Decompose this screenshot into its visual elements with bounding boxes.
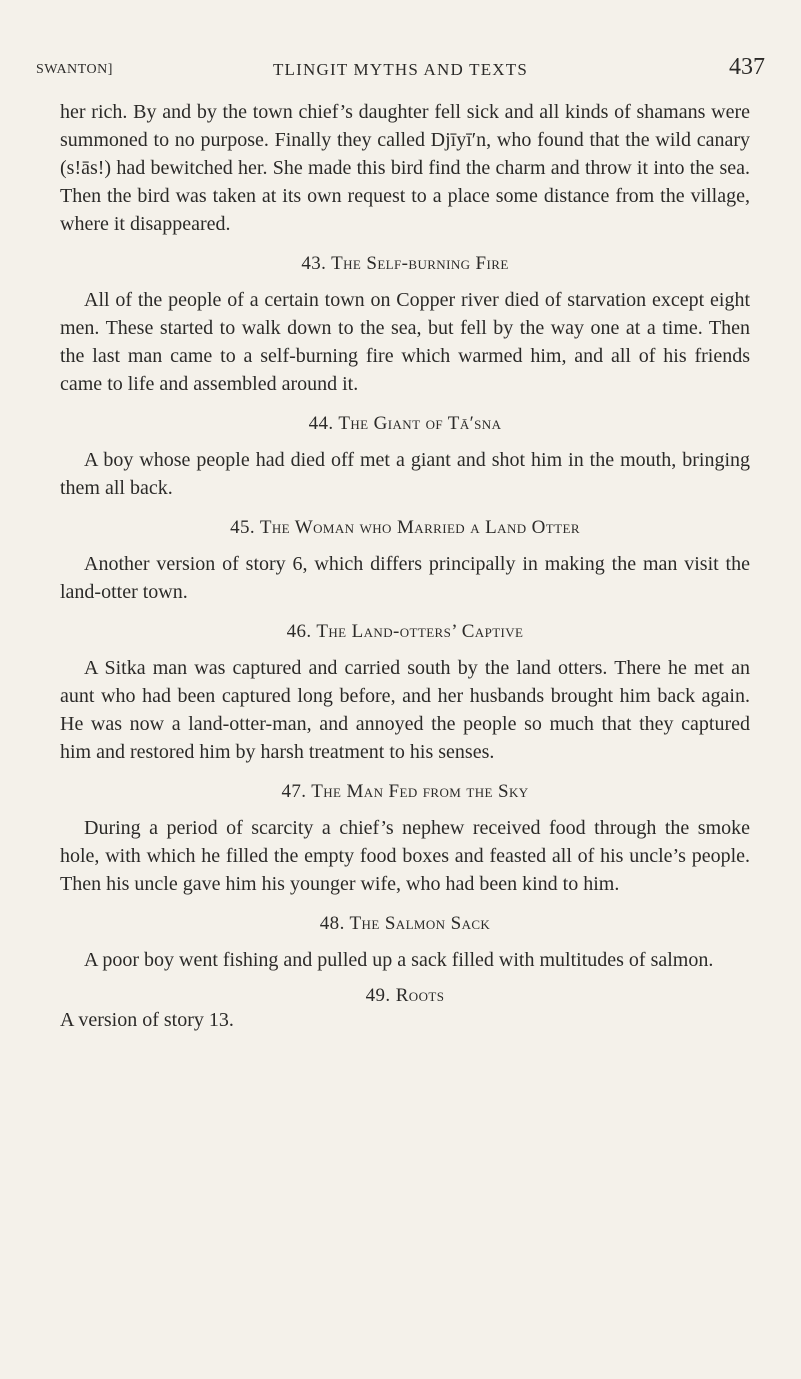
story-summary: Another version of story 6, which differs principally in making the man visit the land-otter town. (60, 553, 750, 603)
story-summary: A poor boy went fishing and pulled up a sack filled with multitudes of salmon. (84, 949, 714, 971)
story-heading: 48. The Salmon Sack (319, 913, 491, 934)
story-summary: A boy whose people had died off met a giant and shot him in the mouth, bringing them all back. (60, 449, 750, 499)
story-45 (60, 514, 750, 606)
story-heading: 43. The Self-burning Fire (301, 253, 509, 274)
page-number: 437 (729, 54, 765, 80)
running-head (36, 56, 765, 86)
story-summary: All of the people of a certain town on Copper river died of starvation except eight men. These started to walk down to the sea, but fell by the way one at a time. Then the last man came to a self-burning fire which warmed him, and all of his friends came to life and assembled around it. (60, 289, 750, 395)
running-head-author: SWANTON] (36, 62, 113, 77)
story-summary: During a period of scarcity a chief’s nephew received food through the smoke hole, with which he filled the empty food boxes and feasted all of his uncle’s people. Then his uncle gave him his younger wife, who had been kind to him. (60, 817, 750, 895)
story-heading: 44. The Giant of Tā′sna (308, 413, 502, 434)
story-heading: 49. Roots (365, 985, 445, 1006)
story-summary: A Sitka man was captured and carried south by the land otters. There he met an aunt who had been captured long before, and her husbands brought him back again. He was now a land-otter-man, and annoyed the people so much that they captured him and restored him by harsh treatment to his senses. (60, 657, 750, 763)
story-48 (60, 910, 750, 974)
story-summary: A version of story 13. (60, 1009, 234, 1031)
running-head-title: TLINGIT MYTHS AND TEXTS (272, 60, 529, 79)
story-49 (60, 982, 750, 1034)
story-heading: 47. The Man Fed from the Sky (281, 781, 529, 802)
story-47 (60, 778, 750, 898)
story-43 (60, 250, 750, 398)
opening-paragraph: her rich. By and by the town chief’s daughter fell sick and all kinds of shamans were summoned to no purpose. Finally they called Djīyī′n, who found that the wild canary (s!ās!) had bewitched her. She made this bird find the charm and throw it into the sea. Then the bird was taken at its own request to a place some distance from the village, where it disappeared. (60, 101, 750, 235)
story-heading: 45. The Woman who Married a Land Otter (230, 517, 580, 538)
story-heading: 46. The Land-otters’ Captive (286, 621, 524, 642)
story-44 (60, 410, 750, 502)
story-46 (60, 618, 750, 766)
page-body (60, 98, 750, 1034)
